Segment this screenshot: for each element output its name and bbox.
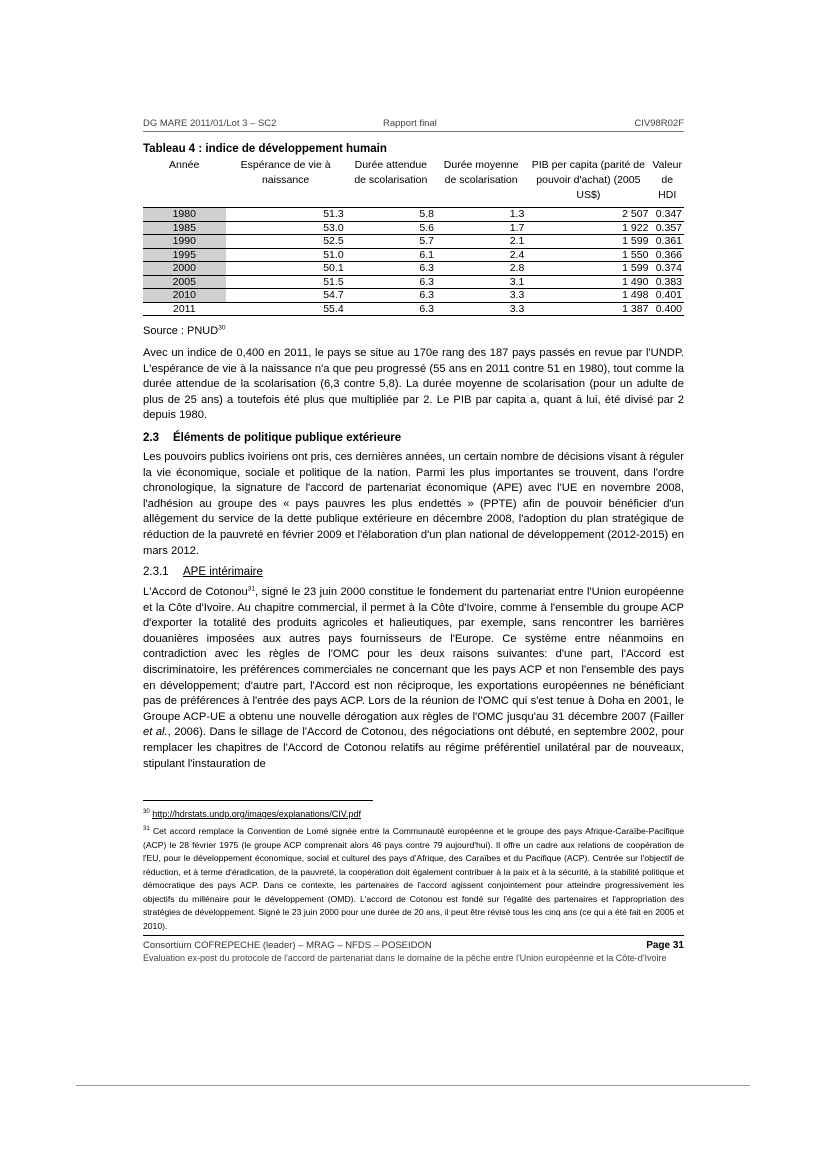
cell-expected-schooling: 5.8 [346, 208, 436, 222]
footnote-ref-30[interactable]: 30 [218, 324, 226, 332]
cell-gdp: 1 599 [526, 262, 650, 276]
cell-life-expectancy: 54.7 [226, 289, 346, 303]
footnote-31-number: 31 [143, 826, 150, 833]
cell-gdp: 1 922 [526, 221, 650, 235]
cell-life-expectancy: 52.5 [226, 235, 346, 249]
cell-life-expectancy: 51.3 [226, 208, 346, 222]
source-label: Source : PNUD [143, 325, 219, 337]
table-row [143, 302, 684, 316]
paragraph-hdi-summary: Avec un indice de 0,400 en 2011, le pays se situe au 170e rang des 187 pays passés en revue par l'UNDP. L'espérance de vie à la naissance n'a que peu progressé (55 ans en 2011 contre 51 en 1980), tout comme la durée attendue de la scolarisation (6,3 contre 5,8). La durée moyenne de scolarisation (pour un adulte de plus de 25 ans) a toutefois été plus que multipliée par 2. Le PIB par capita a, quant à lui, été divisé par 2 depuis 1980. [143, 347, 684, 422]
cell-hdi: 0.366 [650, 248, 684, 262]
subsection-title: APE intérimaire [183, 566, 263, 578]
section-title: Éléments de politique publique extérieure [173, 432, 402, 444]
cell-mean-schooling: 2.8 [436, 262, 526, 276]
table-row [143, 275, 684, 289]
cell-expected-schooling: 5.7 [346, 235, 436, 249]
cell-year: 2010 [143, 289, 226, 303]
cell-hdi: 0.400 [650, 302, 684, 316]
cell-gdp: 1 498 [526, 289, 650, 303]
cell-year: 1995 [143, 248, 226, 262]
cell-year: 1985 [143, 221, 226, 235]
column-header-hdi-value: Valeur de HDI [650, 157, 684, 208]
table-header-row [143, 157, 684, 208]
cell-year: 1990 [143, 235, 226, 249]
page-number: Page 31 [646, 940, 684, 951]
cell-hdi: 0.357 [650, 221, 684, 235]
cell-gdp: 1 490 [526, 275, 650, 289]
paragraph-cotonou-start: L'Accord de Cotonou [143, 586, 248, 598]
cell-expected-schooling: 6.3 [346, 275, 436, 289]
subsection-number: 2.3.1 [143, 566, 169, 578]
table-caption: Tableau 4 : indice de développement humain [143, 143, 387, 155]
cell-mean-schooling: 1.7 [436, 221, 526, 235]
header-center: Rapport final [383, 118, 437, 129]
cell-expected-schooling: 6.3 [346, 302, 436, 316]
cell-hdi: 0.383 [650, 275, 684, 289]
footnote-ref-31[interactable]: 31 [247, 585, 255, 593]
cell-mean-schooling: 2.1 [436, 235, 526, 249]
table-row [143, 262, 684, 276]
footnote-30-number: 30 [143, 809, 150, 815]
table-row [143, 248, 684, 262]
table-source [143, 325, 225, 337]
cell-life-expectancy: 51.5 [226, 275, 346, 289]
cell-expected-schooling: 5.6 [346, 221, 436, 235]
column-header-gdp-per-capita: PIB per capita (parité de pouvoir d'achat) (2005 US$) [526, 157, 650, 208]
cell-mean-schooling: 3.3 [436, 289, 526, 303]
cell-hdi: 0.401 [650, 289, 684, 303]
footer-consortium: Consortium COFREPECHE (leader) – MRAG – NFDS – POSEIDON [143, 940, 432, 951]
page-bottom-rule [76, 1085, 750, 1086]
header-left: DG MARE 2011/01/Lot 3 – SC2 [143, 118, 277, 129]
table-row [143, 289, 684, 303]
paragraph-public-policy: Les pouvoirs publics ivoiriens ont pris, ces dernières années, un certain nombre de décisions visant à réguler la vie économique, sociale et politique de la nation. Parmi les plus importantes se trouvent, dans l'ordre chronologique, la signature de l'accord de partenariat économique (APE) avec l'UE en novembre 2008, l'adhésion au groupe des « pays pauvres les plus endettés » (PPTE) afin de pouvoir bénéficier d'un allègement du service de la dette publique extérieure en décembre 2008, l'adoption du plan stratégique de réduction de la pauvreté en février 2009 et l'élaboration d'un plan national de développement (2012-2015) en mars 2012. [143, 451, 684, 557]
section-number: 2.3 [143, 432, 159, 444]
column-header-mean-schooling: Durée moyenne de scolarisation [436, 157, 526, 208]
cell-year: 2000 [143, 262, 226, 276]
paragraph-cotonou-end: , 2006). Dans le sillage de l'Accord de Cotonou, des négociations ont débuté, en septembre 2002, pour remplacer les chapitres de l'Accord de Cotonou relatifs au régime préférentiel unilatéral par de nouveaux, stipulant l'instauration de [143, 726, 684, 770]
table-row [143, 235, 684, 249]
cell-gdp: 1 550 [526, 248, 650, 262]
cell-expected-schooling: 6.3 [346, 289, 436, 303]
column-header-year: Année [143, 157, 226, 208]
footnote-30 [143, 809, 361, 819]
section-heading [143, 432, 401, 444]
table-row [143, 208, 684, 222]
cell-mean-schooling: 1.3 [436, 208, 526, 222]
footer-subtitle: Evaluation ex-post du protocole de l'accord de partenariat dans le domaine de la pêche entre l'Union européenne et la Côte-d'Ivoire [143, 953, 667, 963]
subsection-heading [143, 566, 263, 578]
cell-gdp: 1 599 [526, 235, 650, 249]
footer-divider [143, 935, 684, 936]
cell-hdi: 0.361 [650, 235, 684, 249]
cell-life-expectancy: 55.4 [226, 302, 346, 316]
cell-mean-schooling: 3.3 [436, 302, 526, 316]
cell-year: 2005 [143, 275, 226, 289]
cell-hdi: 0.374 [650, 262, 684, 276]
cell-gdp: 1 387 [526, 302, 650, 316]
header-divider [143, 131, 684, 132]
undp-link[interactable]: http://hdrstats.undp.org/images/explanations/CIV.pdf [152, 809, 362, 819]
column-header-expected-schooling: Durée attendue de scolarisation [346, 157, 436, 208]
header-right: CIV98R02F [634, 118, 684, 129]
cell-life-expectancy: 51.0 [226, 248, 346, 262]
cell-mean-schooling: 3.1 [436, 275, 526, 289]
cell-expected-schooling: 6.3 [346, 262, 436, 276]
cell-expected-schooling: 6.1 [346, 248, 436, 262]
cell-year: 2011 [143, 302, 226, 316]
footnote-31 [143, 825, 684, 933]
paragraph-cotonou-middle: , signé le 23 juin 2000 constitue le fondement du partenariat entre l'Union européenne et la Côte d'Ivoire. Au chapitre commercial, il permet à la Côte d'Ivoire, comme à l'ensemble du groupe ACP d'exporter la totalité des produits agricoles et halieutiques, par exemple, sans rencontrer les barrières douanières imposées aux autres pays fournisseurs de l'Europe. Ce système entre néanmoins en contradiction avec les règles de l'OMC pour les deux raisons suivantes: d'une part, l'Accord est discriminatoire, les préférences commerciales ne concernant que les pays ACP et non l'ensemble des pays en développement; d'autre part, l'Accord est non réciproque, les exportations européennes ne bénéficiant pas de préférences à l'entrée des pays ACP. Lors de la réunion de l'OMC qui s'est tenue à Doha en 2001, le Groupe ACP-UE a obtenu une nouvelle dérogation aux règles de l'OMC jusqu'au 31 décembre 2007 (Failler [143, 586, 684, 723]
cell-mean-schooling: 2.4 [436, 248, 526, 262]
et-al-citation: et al. [143, 726, 168, 739]
cell-life-expectancy: 50.1 [226, 262, 346, 276]
cell-hdi: 0.347 [650, 208, 684, 222]
footnote-divider [143, 800, 373, 801]
paragraph-cotonou [143, 585, 684, 772]
cell-gdp: 2 507 [526, 208, 650, 222]
cell-life-expectancy: 53.0 [226, 221, 346, 235]
cell-year: 1980 [143, 208, 226, 222]
footnote-31-text: Cet accord remplace la Convention de Lomé signée entre la Communauté européenne et le groupe des pays Afrique-Caraïbe-Pacifique (ACP) le 28 février 1975 (le groupe ACP comprenait alors 46 pays contre 79 aujourd'hui). Il offre un cadre aux relations de coopération de l'EU, pour le développement économique, social et culturel des pays d'Afrique, des Caraïbes et du Pacifique (ACP). Centrée sur l'objectif de réduction, et à terme d'éradication, de la pauvreté, la coopération doit également contribuer à la paix et à la sécurité, à la stabilité politique et démocratique des pays ACP. Dans ce contexte, les partenaires de l'accord agissent conjointement pour atteindre progressivement les objectifs du millénaire pour le développement (OMD). L'accord de Cotonou est fondé sur l'égalité des partenaires et l'appropriation des stratégies de développement. Signé le 23 juin 2000 pour une durée de 20 ans, il peut être révisé tous les cinq ans (ce qui a été fait en 2005 et 2010). [143, 826, 684, 931]
column-header-life-expectancy: Espérance de vie à naissance [226, 157, 346, 208]
table-row [143, 221, 684, 235]
hdi-table [143, 157, 684, 316]
